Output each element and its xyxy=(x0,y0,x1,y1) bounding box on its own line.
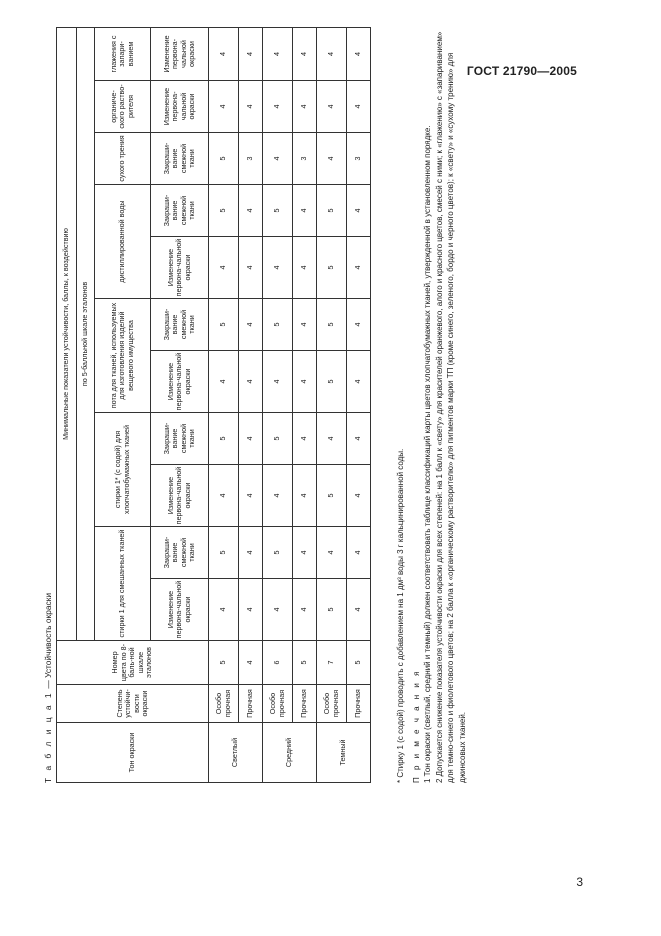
sub-stain: Закраши-вание смежной ткани xyxy=(151,185,209,237)
cell-value: 5 xyxy=(317,579,347,641)
cell-value: 5 xyxy=(209,185,239,237)
cell-value: 4 xyxy=(239,527,263,579)
cell-value: 4 xyxy=(263,237,293,299)
sub-stain: Закраши-вание смежной ткани xyxy=(151,299,209,351)
cell-tone: Светлый xyxy=(209,723,263,783)
cell-value: 4 xyxy=(239,27,263,80)
cell-value: 4 xyxy=(293,27,317,80)
cell-value: 5 xyxy=(209,133,239,185)
cell-value: 5 xyxy=(317,351,347,413)
cell-degree: Прочная xyxy=(239,685,263,723)
sub-change: Изменение первона-чальной окраски xyxy=(151,27,209,80)
cell-value: 4 xyxy=(239,81,263,133)
sub-stain: Закраши-вание смежной ткани xyxy=(151,413,209,465)
cell-value: 4 xyxy=(239,299,263,351)
cell-value: 4 xyxy=(347,299,371,351)
cell-value: 4 xyxy=(293,185,317,237)
note-2: 2 Допускается снижение показателя устойчивости окраски для всех степеней: на 1 балл к «свету» для красителей оранжевого, алого и красного цветов, смесей с ними; к «глажению» с «запариванием» для темно-синего и фиолетового цветов; на 2 балла к «органическому растворителю» для пигментов марки ТП (кроме синего, зеленого, бордо и черного цветов); к «свету» и «сухому трению» для джинсовых тканей. xyxy=(434,31,467,783)
cell-value: 3 xyxy=(293,133,317,185)
cell-value: 4 xyxy=(239,579,263,641)
cell-value: 4 xyxy=(317,413,347,465)
cell-value: 4 xyxy=(209,237,239,299)
head-dry: сухого трения xyxy=(95,133,151,185)
sub-change: Изменение первона-чальной окраски xyxy=(151,465,209,527)
rotated-table-block xyxy=(38,0,558,783)
cell-value: 4 xyxy=(263,351,293,413)
head-gloss: глажения с запари-ванием xyxy=(95,27,151,80)
cell-value: 5 xyxy=(209,299,239,351)
cell-degree: Особо прочная xyxy=(209,685,239,723)
cell-value: 4 xyxy=(347,413,371,465)
sub-change: Изменение первона-чальной окраски xyxy=(151,81,209,133)
cell-value: 5 xyxy=(209,527,239,579)
cell-value: 3 xyxy=(347,133,371,185)
notes-block xyxy=(395,23,469,783)
cell-value: 5 xyxy=(317,465,347,527)
sub-change: Изменение первона-чальной окраски xyxy=(151,351,209,413)
cell-value: 4 xyxy=(347,237,371,299)
cell-value: 4 xyxy=(347,185,371,237)
sub-change: Изменение первона-чальной окраски xyxy=(151,237,209,299)
cell-standard: 5 xyxy=(347,641,371,685)
cell-degree: Прочная xyxy=(293,685,317,723)
cell-value: 4 xyxy=(293,81,317,133)
head-degree: Степень устойчи-вости окраски xyxy=(57,685,209,723)
cell-value: 4 xyxy=(209,81,239,133)
table-row xyxy=(263,27,293,782)
table-row xyxy=(347,27,371,782)
document-code: ГОСТ 21790—2005 xyxy=(466,64,577,78)
cell-value: 4 xyxy=(317,527,347,579)
cell-value: 4 xyxy=(209,465,239,527)
table-row xyxy=(293,27,317,782)
cell-value: 4 xyxy=(209,579,239,641)
head-water: дистиллированной воды xyxy=(95,185,151,299)
footnote: * Стирку 1 (с содой) проводить с добавлением на 1 дм³ воды 3 г кальцинированной соды. xyxy=(396,448,405,783)
cell-value: 5 xyxy=(317,299,347,351)
cell-value: 4 xyxy=(293,579,317,641)
cell-value: 4 xyxy=(347,81,371,133)
page-number: 3 xyxy=(576,875,583,889)
cell-value: 4 xyxy=(293,237,317,299)
table-body xyxy=(209,27,371,782)
head-subgroup-title: по 5-балльной шкале эталонов xyxy=(77,27,95,640)
cell-value: 4 xyxy=(239,237,263,299)
cell-value: 4 xyxy=(263,81,293,133)
table-caption-title: — Устойчивость окраски xyxy=(43,592,53,691)
cell-value: 4 xyxy=(209,351,239,413)
cell-value: 5 xyxy=(209,413,239,465)
sub-stain: Закраши-вание смежной ткани xyxy=(151,133,209,185)
cell-value: 4 xyxy=(293,465,317,527)
head-tone: Тон окраски xyxy=(57,723,209,783)
cell-value: 4 xyxy=(347,351,371,413)
cell-value: 5 xyxy=(263,527,293,579)
head-stirka1-cotton: стирки 1* (с содой) для хлопчатобумажных тканей xyxy=(95,413,151,527)
cell-value: 4 xyxy=(263,133,293,185)
cell-value: 5 xyxy=(263,299,293,351)
cell-value: 4 xyxy=(347,527,371,579)
table-row xyxy=(209,27,239,782)
table-row xyxy=(317,27,347,782)
cell-value: 4 xyxy=(347,465,371,527)
notes-title: П р и м е ч а н и я xyxy=(411,669,421,783)
sub-change: Изменение первона-чальной окраски xyxy=(151,579,209,641)
table-caption-label: Т а б л и ц а 1 xyxy=(43,690,53,783)
head-pot: пота для тканей, используемых для изготовления изделий вещевого имущества xyxy=(95,299,151,413)
cell-value: 4 xyxy=(293,527,317,579)
cell-value: 4 xyxy=(239,185,263,237)
cell-value: 4 xyxy=(239,465,263,527)
cell-value: 4 xyxy=(317,27,347,80)
cell-value: 5 xyxy=(317,185,347,237)
head-standard: Номер цвета по 8-баль-ной шкале эталонов xyxy=(57,641,209,685)
head-solvent: органиче-ского раство-рителя xyxy=(95,81,151,133)
cell-value: 4 xyxy=(293,299,317,351)
cell-value: 5 xyxy=(263,185,293,237)
cell-value: 3 xyxy=(239,133,263,185)
cell-tone: Средний xyxy=(263,723,317,783)
cell-degree: Особо прочная xyxy=(317,685,347,723)
cell-standard: 7 xyxy=(317,641,347,685)
cell-value: 4 xyxy=(293,351,317,413)
cell-value: 4 xyxy=(347,27,371,80)
table-caption xyxy=(44,593,54,783)
cell-degree: Прочная xyxy=(347,685,371,723)
head-group-title: Минимальные показатели устойчивости, баллы, к воздействию xyxy=(57,27,77,640)
cell-value: 4 xyxy=(293,413,317,465)
cell-value: 4 xyxy=(317,133,347,185)
cell-value: 5 xyxy=(263,413,293,465)
cell-standard: 6 xyxy=(263,641,293,685)
cell-tone: Темный xyxy=(317,723,371,783)
cell-value: 4 xyxy=(263,579,293,641)
table-row xyxy=(239,27,263,782)
cell-value: 4 xyxy=(209,27,239,80)
head-stirka1: стирки 1 для смешанных тканей xyxy=(95,527,151,641)
cell-degree: Особо прочная xyxy=(263,685,293,723)
note-1: 1 Тон окраски (светлый, средний и темный) должен соответствовать таблице классификаций карты цветов хлопчатобумажных тканей, утвержденной в установленном порядке. xyxy=(423,125,433,783)
cell-standard: 4 xyxy=(239,641,263,685)
cell-standard: 5 xyxy=(293,641,317,685)
cell-value: 4 xyxy=(263,27,293,80)
cell-value: 4 xyxy=(317,81,347,133)
cell-value: 5 xyxy=(317,237,347,299)
cell-value: 4 xyxy=(239,351,263,413)
colorfastness-table xyxy=(56,27,371,783)
sub-stain: Закраши-вание смежной ткани xyxy=(151,527,209,579)
cell-value: 4 xyxy=(263,465,293,527)
cell-standard: 5 xyxy=(209,641,239,685)
cell-value: 4 xyxy=(239,413,263,465)
cell-value: 4 xyxy=(347,579,371,641)
